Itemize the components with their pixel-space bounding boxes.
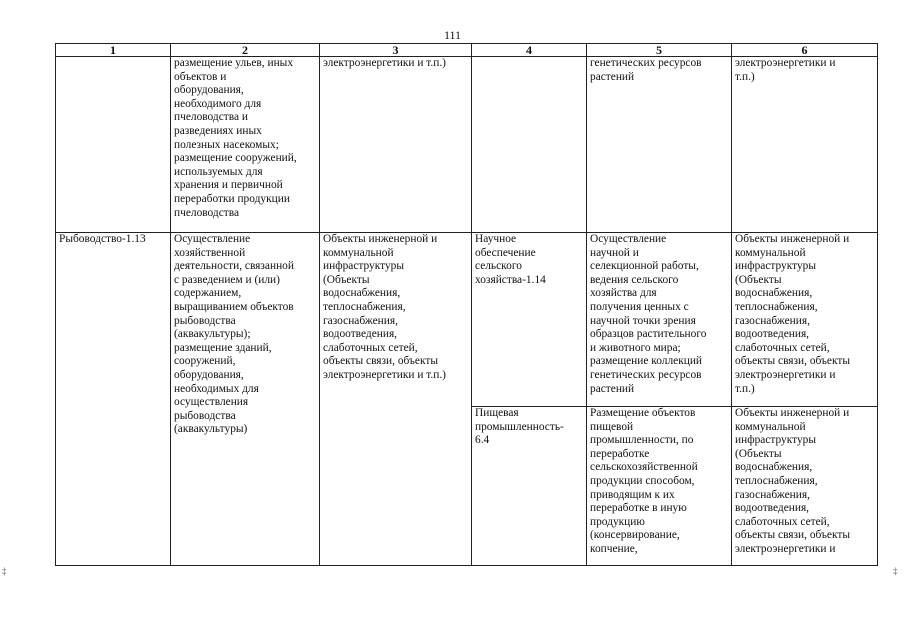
header-col-5: 5 <box>587 44 732 57</box>
row2-col3-cell: Объекты инженерной и коммунальной инфраструктуры (Объекты водоснабжения, теплоснабжения, газоснабжения, водоотведения, слаботочных сетей, объекты связи, объекты электроэнергетики и т.п.) <box>320 233 472 566</box>
row3-col4-cell: Пищевая промышленность- 6.4 <box>472 407 587 566</box>
row2-col4-cell: Научное обеспечение сельского хозяйства-1.14 <box>472 233 587 407</box>
header-col-1: 1 <box>56 44 171 57</box>
header-row <box>56 44 878 57</box>
page-number: 111 <box>443 28 462 42</box>
row3-col6-cell: Объекты инженерной и коммунальной инфраструктуры (Объекты водоснабжения, теплоснабжения, газоснабжения, водоотведения, слаботочных сетей, объекты связи, объекты электроэнергетики и <box>732 407 878 566</box>
header-col-6: 6 <box>732 44 878 57</box>
row2-col2-cell: Осуществление хозяйственной деятельности, связанной с разведением и (или) содержанием, выращиванием объектов рыбоводства (аквакультуры); размещение зданий, сооружений, оборудования, необходимых для осуществления рыбоводства (аквакультуры) <box>171 233 320 566</box>
right-edge-mark: ‡ <box>893 566 898 576</box>
row2-col6-cell: Объекты инженерной и коммунальной инфраструктуры (Объекты водоснабжения, теплоснабжения, газоснабжения, водоотведения, слаботочных сетей, объекты связи, объекты электроэнергетики и т.п.) <box>732 233 878 407</box>
row1-col2-cell: размещение ульев, иных объектов и оборудования, необходимого для пчеловодства и разведениях иных полезных насекомых; размещение сооружений, используемых для хранения и первичной переработки продукции пчеловодства <box>171 57 320 233</box>
row2-col1-cell: Рыбоводство-1.13 <box>56 233 171 566</box>
row1-col4-cell <box>472 57 587 233</box>
header-col-4: 4 <box>472 44 587 57</box>
row2-col5-cell: Осуществление научной и селекционной работы, ведения сельского хозяйства для получения ценных с научной точки зрения образцов растительного и животного мира; размещение коллекций генетических ресурсов растений <box>587 233 732 407</box>
row1-col3-cell: электроэнергетики и т.п.) <box>320 57 472 233</box>
row1-col1-cell <box>56 57 171 233</box>
table-row <box>56 57 878 233</box>
table-row <box>56 233 878 407</box>
row3-col5-cell: Размещение объектов пищевой промышленности, по переработке сельскохозяйственной продукции способом, приводящим к их переработке в иную продукцию (консервирование, копчение, <box>587 407 732 566</box>
left-edge-mark: ‡ <box>2 566 7 576</box>
row1-col5-cell: генетических ресурсов растений <box>587 57 732 233</box>
row1-col6-cell: электроэнергетики и т.п.) <box>732 57 878 233</box>
header-col-3: 3 <box>320 44 472 57</box>
regulation-table <box>55 43 878 566</box>
header-col-2: 2 <box>171 44 320 57</box>
